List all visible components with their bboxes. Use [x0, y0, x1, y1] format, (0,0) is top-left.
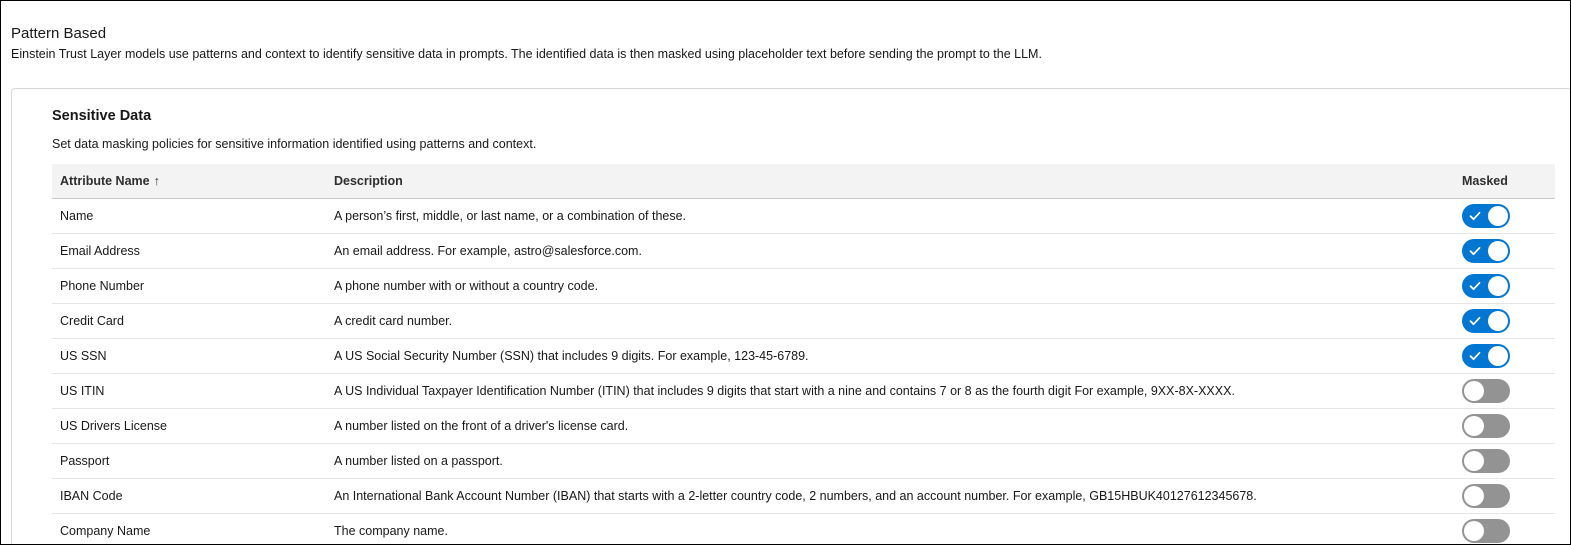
column-header-label: Attribute Name — [60, 174, 150, 188]
description-cell: An International Bank Account Number (IBAN) that starts with a 2-letter country code, 2 numbers, and an account number. For example, GB15HBUK40127612345678. — [334, 489, 1257, 503]
attribute-name-cell: US ITIN — [60, 384, 105, 398]
description-cell: An email address. For example, astro@salesforce.com. — [334, 244, 642, 258]
description-cell: A number listed on a passport. — [334, 454, 503, 468]
column-header-masked: Masked — [1462, 174, 1508, 188]
column-header-description: Description — [334, 174, 403, 188]
table-row — [52, 514, 1555, 545]
table-row — [52, 199, 1555, 234]
attribute-name-cell: Credit Card — [60, 314, 124, 328]
table-row — [52, 234, 1555, 269]
table-row — [52, 374, 1555, 409]
toggle-knob — [1464, 486, 1484, 506]
checkmark-icon — [1469, 280, 1481, 292]
card-title: Sensitive Data — [52, 108, 152, 124]
description-cell: A US Individual Taxpayer Identification Number (ITIN) that includes 9 digits that start with a nine and contains 7 or 8 as the fourth digit For example, 9XX-8X-XXXX. — [334, 384, 1235, 398]
sensitive-data-card — [11, 88, 1571, 545]
sensitive-data-table — [52, 164, 1555, 545]
attribute-name-cell: Phone Number — [60, 279, 145, 293]
masked-toggle[interactable] — [1462, 449, 1510, 473]
masked-toggle[interactable] — [1462, 484, 1510, 508]
toggle-knob — [1464, 521, 1484, 541]
attribute-name-cell: IBAN Code — [60, 489, 123, 503]
table-header — [52, 164, 1555, 199]
description-cell: A number listed on the front of a driver's license card. — [334, 419, 629, 433]
table-row — [52, 444, 1555, 479]
toggle-knob — [1464, 416, 1484, 436]
page-description: Einstein Trust Layer models use patterns and context to identify sensitive data in prompts. The identified data is then masked using placeholder text before sending the prompt to the LLM. — [11, 47, 1042, 61]
attribute-name-cell: Company Name — [60, 524, 151, 538]
checkmark-icon — [1469, 245, 1481, 257]
masked-toggle[interactable] — [1462, 204, 1510, 228]
page-title: Pattern Based — [11, 25, 107, 42]
checkmark-icon — [1469, 315, 1481, 327]
toggle-knob — [1488, 311, 1508, 331]
table-row — [52, 304, 1555, 339]
card-subtitle: Set data masking policies for sensitive information identified using patterns and context. — [52, 137, 537, 151]
description-cell: The company name. — [334, 524, 448, 538]
toggle-knob — [1464, 381, 1484, 401]
description-cell: A US Social Security Number (SSN) that includes 9 digits. For example, 123-45-6789. — [334, 349, 809, 363]
masked-toggle[interactable] — [1462, 239, 1510, 263]
table-row — [52, 409, 1555, 444]
toggle-knob — [1488, 276, 1508, 296]
attribute-name-cell: Email Address — [60, 244, 140, 258]
toggle-knob — [1488, 346, 1508, 366]
attribute-name-cell: Passport — [60, 454, 110, 468]
attribute-name-cell: Name — [60, 209, 94, 223]
toggle-knob — [1488, 206, 1508, 226]
column-header-attribute-name[interactable] — [60, 164, 160, 198]
description-cell: A person’s first, middle, or last name, or a combination of these. — [334, 209, 687, 223]
description-cell: A credit card number. — [334, 314, 453, 328]
masked-toggle[interactable] — [1462, 414, 1510, 438]
masked-toggle[interactable] — [1462, 274, 1510, 298]
checkmark-icon — [1469, 350, 1481, 362]
toggle-knob — [1464, 451, 1484, 471]
masked-toggle[interactable] — [1462, 344, 1510, 368]
checkmark-icon — [1469, 210, 1481, 222]
arrow-up-icon[interactable]: ↑ — [153, 174, 160, 188]
description-cell: A phone number with or without a country code. — [334, 279, 599, 293]
masked-toggle[interactable] — [1462, 519, 1510, 543]
table-row — [52, 269, 1555, 304]
masked-toggle[interactable] — [1462, 379, 1510, 403]
table-body — [52, 199, 1555, 545]
attribute-name-cell: US Drivers License — [60, 419, 167, 433]
attribute-name-cell: US SSN — [60, 349, 107, 363]
masked-toggle[interactable] — [1462, 309, 1510, 333]
table-row — [52, 479, 1555, 514]
table-row — [52, 339, 1555, 374]
toggle-knob — [1488, 241, 1508, 261]
